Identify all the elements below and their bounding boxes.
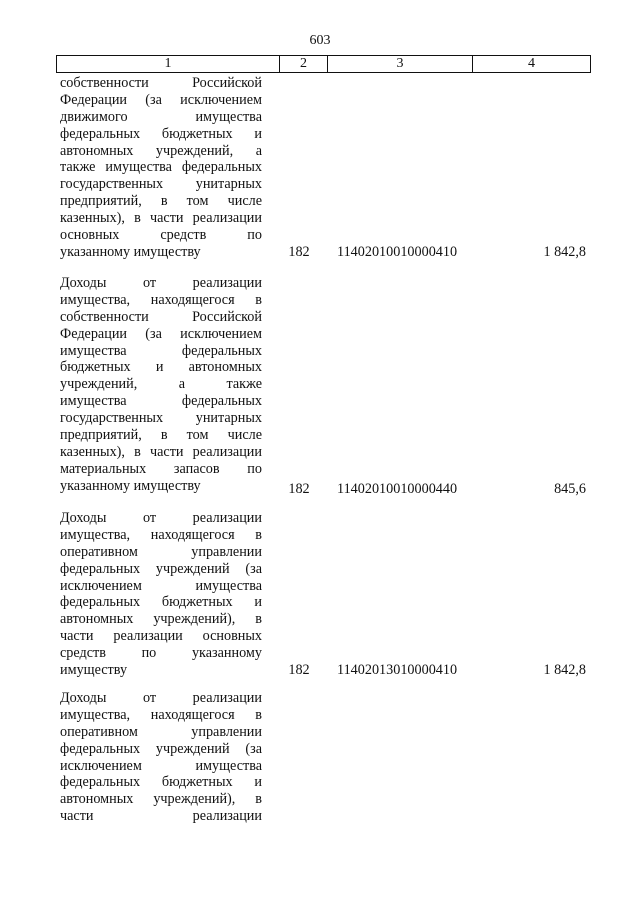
description-line: основных средств по bbox=[60, 227, 262, 244]
admin-code: 182 bbox=[288, 244, 310, 260]
description-line: Доходы от реализации bbox=[60, 690, 262, 706]
admin-code: 182 bbox=[288, 481, 310, 497]
description-line: Доходы от реализации bbox=[60, 275, 262, 291]
description-line: также имущества федеральных bbox=[60, 159, 262, 176]
description-line: имущества, находящегося в bbox=[60, 291, 262, 308]
amount: 1 842,8 bbox=[543, 662, 586, 678]
description-line: бюджетных и автономных bbox=[60, 359, 262, 376]
header-col-1: 1 bbox=[57, 56, 280, 72]
description-line: части реализации bbox=[60, 808, 262, 825]
description-line: федеральных бюджетных и bbox=[60, 774, 262, 791]
description-line: предприятий, в том числе bbox=[60, 193, 262, 210]
description-line: собственности Российской bbox=[60, 308, 262, 325]
description-line: части реализации основных bbox=[60, 628, 262, 645]
page-number: 603 bbox=[309, 33, 331, 48]
description-line: указанному имуществу bbox=[60, 243, 201, 260]
description-line: оперативном управлении bbox=[60, 543, 262, 560]
description-line: государственных унитарных bbox=[60, 176, 262, 193]
description-line: имущества, находящегося в bbox=[60, 526, 262, 543]
description-line: Федерации (за исключением bbox=[60, 325, 262, 342]
description-line: средств по указанному bbox=[60, 645, 262, 662]
description-line: казенных), в части реализации bbox=[60, 210, 262, 227]
description-line: исключением имущества bbox=[60, 577, 262, 594]
description-line: казенных), в части реализации bbox=[60, 443, 262, 460]
kbk-code: 11402013010000410 bbox=[337, 662, 458, 678]
description-line: федеральных бюджетных и bbox=[60, 594, 262, 611]
description-line: оперативном управлении bbox=[60, 723, 262, 740]
table-row bbox=[60, 75, 590, 265]
description-line: имуществу bbox=[60, 662, 128, 679]
description-line: федеральных учреждений (за bbox=[60, 740, 262, 757]
description-line: имущества, находящегося в bbox=[60, 706, 262, 723]
description-line: федеральных бюджетных и bbox=[60, 125, 262, 142]
description-line: собственности Российской bbox=[60, 75, 262, 91]
description-line: автономных учреждений, а bbox=[60, 142, 262, 159]
description-line: движимого имущества bbox=[60, 108, 262, 125]
kbk-code: 11402010010000440 bbox=[337, 481, 458, 497]
amount: 1 842,8 bbox=[543, 244, 586, 260]
description-line: федеральных учреждений (за bbox=[60, 560, 262, 577]
table-row bbox=[60, 690, 590, 830]
row-description bbox=[60, 75, 262, 261]
table-header bbox=[56, 55, 591, 73]
admin-code: 182 bbox=[288, 662, 310, 678]
description-line: предприятий, в том числе bbox=[60, 427, 262, 444]
kbk-code: 11402010010000410 bbox=[337, 244, 458, 260]
description-line: имущества федеральных bbox=[60, 393, 262, 410]
table-row bbox=[60, 275, 590, 500]
row-description bbox=[60, 510, 262, 679]
description-line: автономных учреждений), в bbox=[60, 611, 262, 628]
description-line: Федерации (за исключением bbox=[60, 91, 262, 108]
description-line: имущества федеральных bbox=[60, 342, 262, 359]
row-description bbox=[60, 690, 262, 825]
header-col-4: 4 bbox=[528, 56, 535, 71]
description-line: материальных запасов по bbox=[60, 460, 262, 477]
description-line: учреждений, а также bbox=[60, 376, 262, 393]
amount: 845,6 bbox=[554, 481, 586, 497]
header-col-3: 3 bbox=[328, 56, 473, 72]
description-line: исключением имущества bbox=[60, 757, 262, 774]
description-line: Доходы от реализации bbox=[60, 510, 262, 526]
description-line: государственных унитарных bbox=[60, 410, 262, 427]
table-row bbox=[60, 510, 590, 685]
description-line: указанному имуществу bbox=[60, 477, 201, 494]
description-line: автономных учреждений), в bbox=[60, 791, 262, 808]
row-description bbox=[60, 275, 262, 495]
header-col-2: 2 bbox=[280, 56, 328, 72]
